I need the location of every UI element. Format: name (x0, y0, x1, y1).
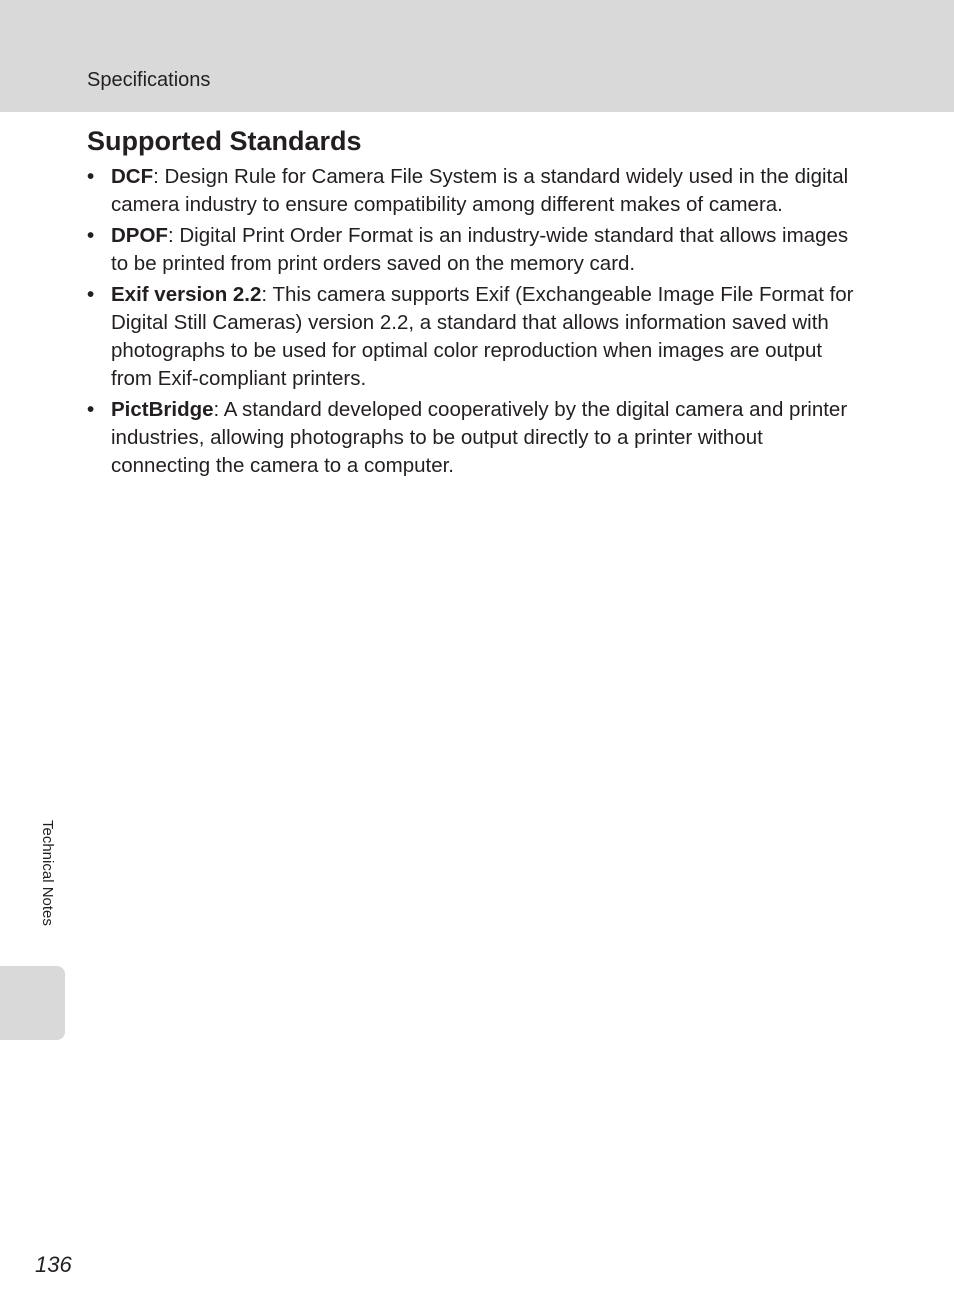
term-pictbridge: PictBridge (111, 398, 214, 421)
term-dpof: DPOF (111, 224, 168, 247)
bullet-icon: • (87, 165, 95, 188)
side-tab-label: Technical Notes (39, 820, 56, 926)
description-dcf: : Design Rule for Camera File System is a standard widely used in the digital camera industry to ensure compatibility among different makes of camera. (111, 165, 849, 216)
standards-list (87, 163, 867, 483)
bullet-icon: • (87, 398, 95, 421)
term-dcf: DCF (111, 165, 154, 188)
description-pictbridge: : A standard developed cooperatively by the digital camera and printer industries, allowing photographs to be output directly to a printer without connecting the camera to a computer. (111, 398, 848, 477)
bullet-icon: • (87, 224, 95, 247)
description-dpof: : Digital Print Order Format is an industry-wide standard that allows images to be printed from print orders saved on the memory card. (111, 224, 849, 275)
page-number: 136 (35, 1252, 72, 1277)
term-exif: Exif version 2.2 (111, 283, 262, 306)
list-item-dpof (87, 222, 867, 278)
list-item-exif (87, 281, 867, 393)
bullet-icon: • (87, 283, 95, 306)
running-header-title: Specifications (87, 69, 211, 91)
list-item-pictbridge (87, 396, 867, 480)
header-band (0, 0, 954, 112)
list-item-dcf (87, 163, 867, 219)
chapter-tab (0, 966, 65, 1040)
section-heading: Supported Standards (87, 126, 362, 156)
description-exif: : This camera supports Exif (Exchangeable Image File Format for Digital Still Cameras) version 2.2, a standard that allows information saved with photographs to be used for optimal color reproduction when images are output from Exif-compliant printers. (111, 283, 854, 390)
